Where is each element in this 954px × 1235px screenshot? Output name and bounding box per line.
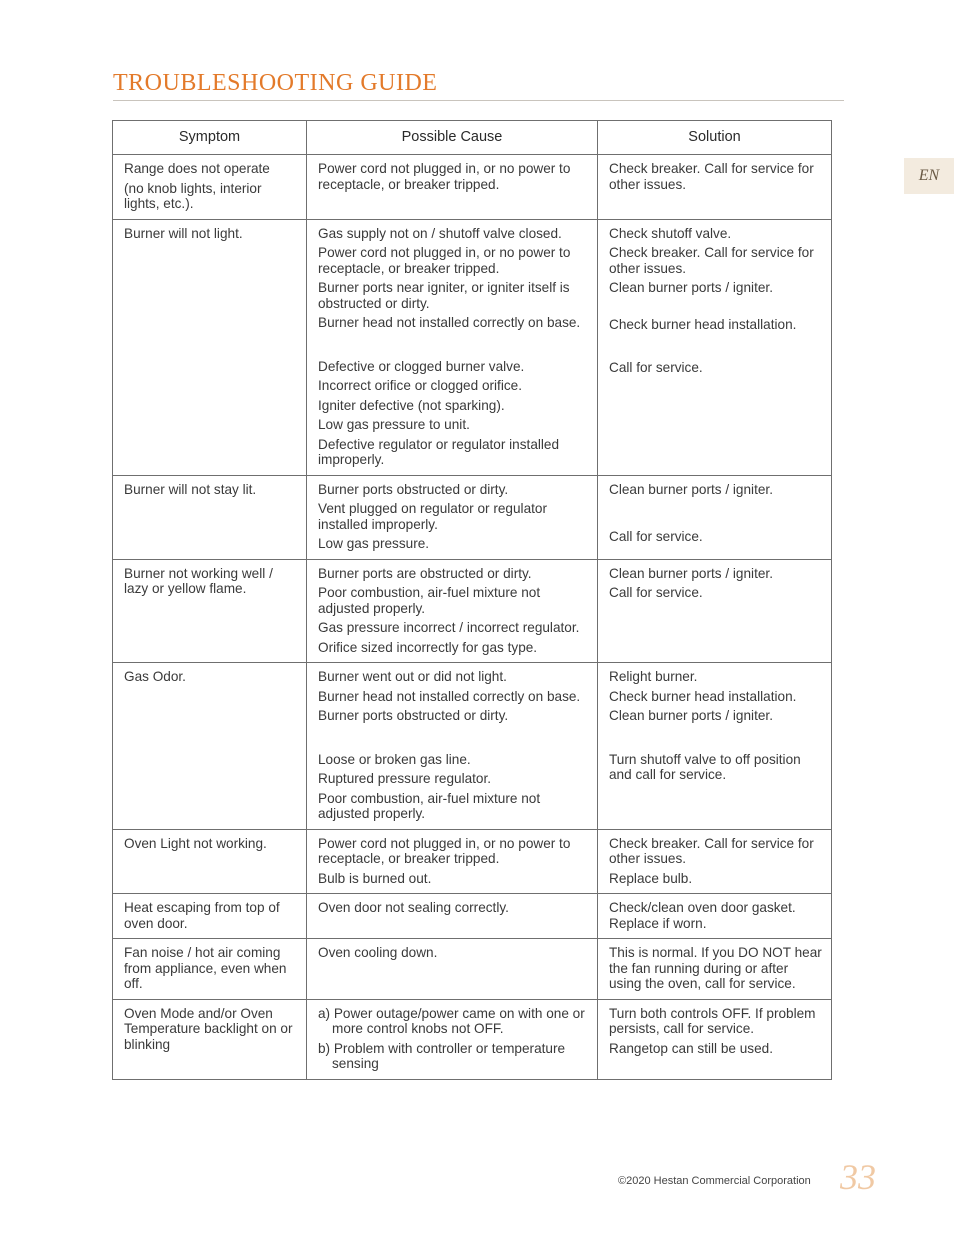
cause-text: Power cord not plugged in, or no power to receptacle, or breaker tripped. [318,835,571,866]
solution-cell [598,999,832,1079]
header-symptom: Symptom [113,121,307,155]
symptom-text: Fan noise / hot air coming from appliance, even when off. [124,945,287,991]
cause-text: Burner went out or did not light. [318,669,507,684]
table-row [113,663,832,830]
cause-cell [307,999,598,1079]
cause-text: Bulb is burned out. [318,870,432,886]
cause-cell [307,155,598,220]
table-row [113,475,832,559]
solution-text: Clean burner ports / igniter. [609,481,773,497]
solution-text: Check breaker. Call for service for other issues. [609,245,814,276]
solution-text: Call for service. [609,585,703,600]
cause-text: Ruptured pressure regulator. [318,771,492,786]
cause-text: Incorrect orifice or clogged orifice. [318,378,522,393]
symptom-cell [113,663,307,830]
symptom-text: Heat escaping from top of oven door. [124,900,280,931]
cause-text: Burner head not installed correctly on base. [318,315,581,330]
solution-text: Clean burner ports / igniter. [609,708,773,723]
cause-text: Burner ports are obstructed or dirty. [318,565,532,581]
cause-text: a) Power outage/power came on with one or more control knobs not OFF. [318,1005,585,1036]
solution-text: Check burner head installation. [609,688,797,704]
symptom-cell [113,219,307,475]
page-title: TROUBLESHOOTING GUIDE [113,70,438,96]
solution-text: Clean burner ports / igniter. [609,280,773,295]
symptom-cell [113,894,307,939]
troubleshooting-table [112,120,832,1080]
symptom-text: Burner will not light. [124,225,243,241]
solution-cell [598,475,832,559]
cause-text: Burner ports obstructed or dirty. [318,708,509,723]
header-possible-cause: Possible Cause [307,121,598,155]
cause-text: Low gas pressure to unit. [318,417,470,432]
cause-cell [307,939,598,1000]
cause-text: Poor combustion, air-fuel mixture not adjusted properly. [318,585,541,616]
table-row [113,155,832,220]
symptom-text: Range does not operate [124,161,270,176]
symptom-cell [113,829,307,894]
cause-text: Burner head not installed correctly on base. [318,688,581,704]
cause-text: Igniter defective (not sparking). [318,397,505,413]
solution-text: Call for service. [609,529,703,544]
solution-text: Call for service. [609,360,703,375]
solution-text: Check/clean oven door gasket. Replace if worn. [609,900,796,931]
solution-text: Replace bulb. [609,870,693,886]
cause-text: Power cord not plugged in, or no power to receptacle, or breaker tripped. [318,161,571,192]
solution-cell [598,939,832,1000]
solution-text: Relight burner. [609,669,698,684]
symptom-cell [113,155,307,220]
cause-text: Orifice sized incorrectly for gas type. [318,639,538,655]
symptom-text: Burner not working well / lazy or yellow flame. [124,565,273,596]
symptom-cell [113,559,307,663]
cause-text: Poor combustion, air-fuel mixture not adjusted properly. [318,790,541,821]
symptom-text: Oven Mode and/or Oven Temperature backlight on or blinking [124,1005,293,1052]
copyright-footer: ©2020 Hestan Commercial Corporation [618,1175,811,1187]
cause-text: Vent plugged on regulator or regulator installed improperly. [318,501,547,532]
solution-cell [598,894,832,939]
symptom-text: Oven Light not working. [124,835,267,851]
cause-cell [307,475,598,559]
cause-text: Low gas pressure. [318,536,430,551]
symptom-text: Gas Odor. [124,669,186,684]
solution-cell [598,559,832,663]
language-tab: EN [904,158,954,194]
cause-text: Gas pressure incorrect / incorrect regulator. [318,620,580,635]
solution-text: Check shutoff valve. [609,225,732,241]
solution-cell [598,663,832,830]
cause-text: Defective or clogged burner valve. [318,358,525,374]
solution-text: Turn shutoff valve to off position and call for service. [609,751,801,782]
solution-cell [598,219,832,475]
cause-text: Oven door not sealing correctly. [318,900,509,915]
cause-cell [307,829,598,894]
cause-text: Burner ports near igniter, or igniter itself is obstructed or dirty. [318,280,570,311]
solution-text: This is normal. If you DO NOT hear the fan running during or after using the oven, call for service. [609,945,822,991]
table-row [113,999,832,1079]
cause-cell [307,894,598,939]
cause-text: b) Problem with controller or temperature sensing [318,1040,566,1071]
cause-text: Defective regulator or regulator installed improperly. [318,436,560,467]
cause-text: Power cord not plugged in, or no power to receptacle, or breaker tripped. [318,245,571,276]
cause-text: Burner ports obstructed or dirty. [318,481,509,497]
solution-cell [598,829,832,894]
table-row [113,559,832,663]
cause-text: Oven cooling down. [318,945,438,960]
solution-cell [598,155,832,220]
solution-text: Check burner head installation. [609,316,797,332]
symptom-text: Burner will not stay lit. [124,481,257,497]
cause-cell [307,559,598,663]
solution-text: Clean burner ports / igniter. [609,565,773,581]
table-header-row [113,121,832,155]
table-row [113,829,832,894]
solution-text: Turn both controls OFF. If problem persists, call for service. [609,1005,816,1036]
symptom-cell [113,475,307,559]
header-solution: Solution [598,121,832,155]
cause-text: Loose or broken gas line. [318,751,471,767]
symptom-cell [113,939,307,1000]
symptom-text: (no knob lights, interior lights, etc.). [124,180,262,211]
page-number: 33 [840,1157,876,1197]
title-divider [113,100,844,101]
table-row [113,939,832,1000]
table-row [113,894,832,939]
cause-text: Gas supply not on / shutoff valve closed. [318,225,562,241]
symptom-cell [113,999,307,1079]
solution-text: Check breaker. Call for service for other issues. [609,161,814,192]
solution-text: Rangetop can still be used. [609,1040,773,1056]
cause-cell [307,219,598,475]
table-row [113,219,832,475]
solution-text: Check breaker. Call for service for other issues. [609,835,814,866]
cause-cell [307,663,598,830]
